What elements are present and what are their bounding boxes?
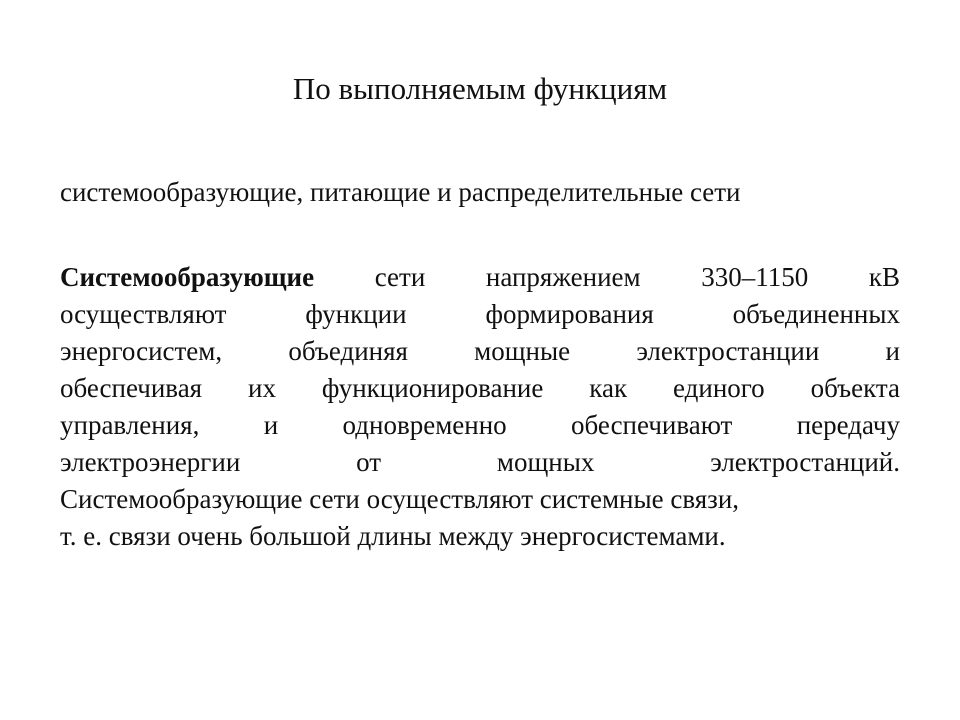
slide-title: По выполняемым функциям [292,71,668,106]
body-line-3: энергосистем, объединяя мощные электростанции и [60,336,900,366]
body-paragraph [60,259,900,555]
body-line-1 [60,259,900,296]
body-line-2: осуществляют функции формирования объединенных [60,299,900,329]
body-line-6: электроэнергии от мощных электростанций. [60,447,900,477]
body-line-4: обеспечивая их функционирование как единого объекта [60,373,900,403]
slide-subtitle: системообразующие, питающие и распределительные сети [60,177,741,207]
body-line-8: т. е. связи очень большой длины между энергосистемами. [60,521,726,551]
body-line-5: управления, и одновременно обеспечивают передачу [60,410,900,440]
body-line-7: Системообразующие сети осуществляют системные связи, [60,484,740,514]
body-line-1-rest: сети напряжением 330–1150 кВ [314,262,900,292]
body-lead-bold: Системообразующие [60,262,315,292]
